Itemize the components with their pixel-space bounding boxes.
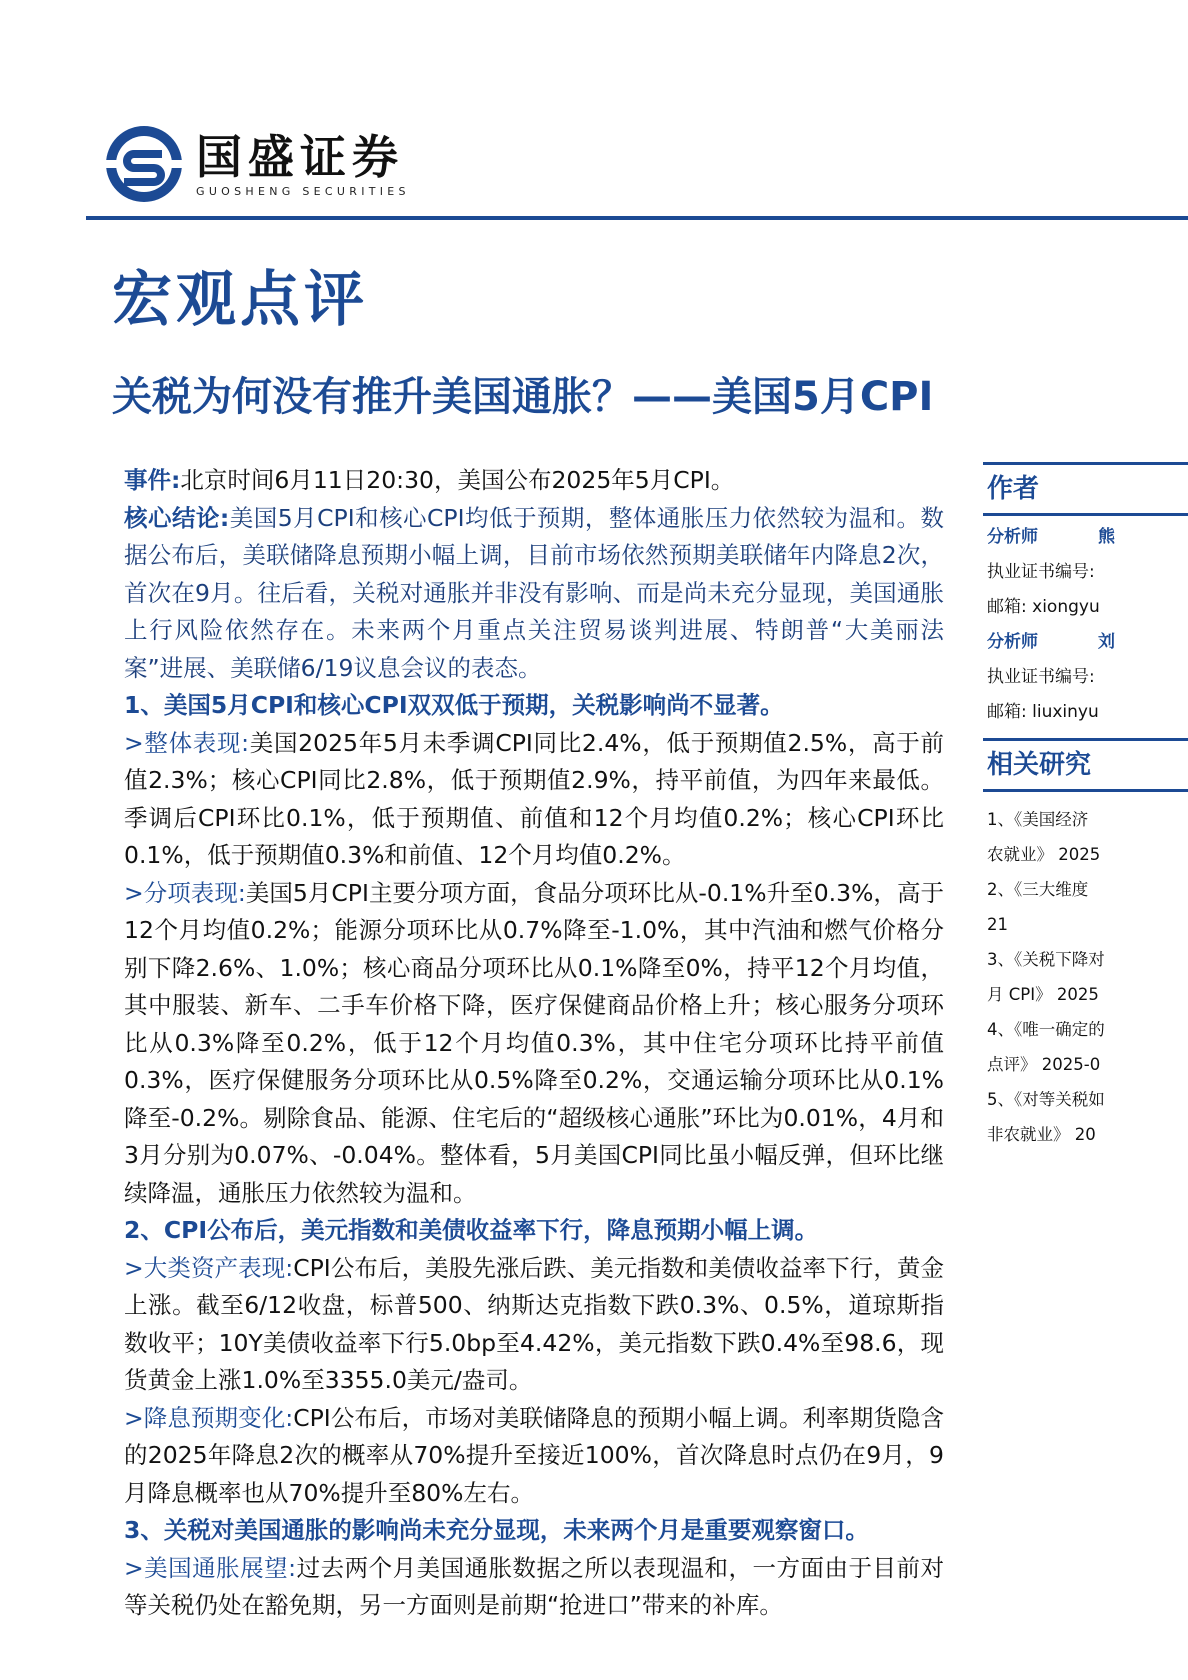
paragraph-label: >大类资产表现: [124, 1253, 294, 1282]
email-label: 邮箱: [987, 597, 1027, 617]
email-row [983, 695, 1188, 730]
document-type: 宏观点评 [112, 265, 368, 335]
analyst-role: 分析师 [987, 527, 1038, 547]
related-research-heading: 相关研究 [983, 738, 1188, 792]
email-link[interactable]: xiongyu [1032, 597, 1100, 617]
related-item-line: 月 CPI》 2025 [987, 985, 1099, 1004]
document-title: 关税为何没有推升美国通胀？——美国5月CPI [112, 374, 934, 420]
logo-english-name: GUOSHENG SECURITIES [196, 184, 410, 198]
related-item[interactable] [983, 1082, 1188, 1152]
related-item-line: 非农就业》 20 [987, 1125, 1096, 1144]
email-link[interactable]: liuxinyu [1032, 702, 1099, 722]
related-item-line: 农就业》 2025 [987, 845, 1101, 864]
analyst-row [983, 520, 1188, 555]
header-divider [86, 216, 1188, 220]
analyst-name: 熊 [1098, 527, 1115, 547]
related-item-line: 3、《关税下降对 [987, 950, 1105, 969]
paragraph-text: 美国2025年5月未季调CPI同比2.4%，低于预期值2.5%，高于前值2.3%；核心CPI同比2.8%，低于预期值2.9%，持平前值，为四年来最低。季调后CPI环比0.1%，低于预期值、前值和12个月均值0.2%；核心CPI环比0.1%，低于预期值0.3%和前值、12个月均值0.2%。 [124, 728, 944, 869]
paragraph-text: CPI公布后，美股先涨后跌、美元指数和美债收益率下行，黄金上涨。截至6/12收盘，标普500、纳斯达克指数下跌0.3%、0.5%，道琼斯指数收平；10Y美债收益率下行5.0bp至4.42%，美元指数下跌0.4%至98.6，现货黄金上涨1.0%至3355.0美元/盎司。 [124, 1253, 944, 1394]
body-paragraph [124, 1250, 944, 1400]
related-item-line: 点评》 2025-0 [987, 1055, 1101, 1074]
paragraph-text: 过去两个月美国通胀数据之所以表现温和，一方面由于目前对等关税仍处在豁免期，另一方面则是前期“抢进口”带来的补库。 [124, 1553, 945, 1619]
paragraph-label: >美国通胀展望: [124, 1553, 297, 1582]
paragraph-text: 美国5月CPI主要分项方面，食品分项环比从-0.1%升至0.3%，高于12个月均值0.2%；能源分项环比从0.7%降至-1.0%，其中汽油和燃气价格分别下降2.6%、1.0%；核心商品分项环比从0.1%降至0%，持平12个月均值，其中服装、新车、二手车价格下降，医疗保健商品价格上升；核心服务分项环比从0.3%降至0.2%，低于12个月均值0.3%，其中住宅分项环比持平前值0.3%，医疗保健服务分项环比从0.5%降至0.2%，交通运输分项环比从0.1%降至-0.2%。剔除食品、能源、住宅后的“超级核心通胀”环比为0.01%，4月和3月分别为0.07%、-0.04%。整体看，5月美国CPI同比虽小幅反弹，但环比继续降温，通胀压力依然较为温和。 [124, 878, 944, 1207]
core-conclusion-paragraph [124, 500, 944, 688]
company-logo [104, 124, 410, 204]
author-heading: 作者 [983, 462, 1188, 516]
body-paragraph [124, 725, 944, 875]
guosheng-logo-icon [104, 124, 184, 204]
paragraph-text: CPI公布后，市场对美联储降息的预期小幅上调。利率期货隐含的2025年降息2次的概率从70%提升至接近100%，首次降息时点仍在9月，9月降息概率也从70%提升至80%左右。 [124, 1403, 944, 1507]
related-item[interactable] [983, 802, 1188, 872]
event-paragraph [124, 462, 944, 500]
body-paragraph [124, 1400, 944, 1513]
section-heading: 1、美国5月CPI和核心CPI双双低于预期，关税影响尚不显著。 [124, 691, 784, 719]
related-item-line: 1、《美国经济 [987, 810, 1089, 829]
analyst-role: 分析师 [987, 632, 1038, 652]
related-item-line: 5、《对等关税如 [987, 1090, 1105, 1109]
related-item-line: 21 [987, 915, 1008, 934]
body-paragraph [124, 875, 944, 1213]
body-paragraph [124, 1550, 944, 1625]
email-row [983, 590, 1188, 625]
logo-chinese-name: 国盛证券 [196, 129, 404, 184]
cert-number: 执业证书编号: [987, 562, 1095, 582]
related-item[interactable] [983, 942, 1188, 1012]
main-content [124, 462, 944, 1625]
section-heading: 3、关税对美国通胀的影响尚未充分显现，未来两个月是重要观察窗口。 [124, 1516, 869, 1544]
related-item-line: 4、《唯一确定的 [987, 1020, 1105, 1039]
paragraph-label: >整体表现: [124, 728, 250, 757]
paragraph-label: >降息预期变化: [124, 1403, 294, 1432]
related-item[interactable] [983, 1012, 1188, 1082]
sidebar [983, 462, 1188, 1152]
event-label: 事件: [124, 466, 181, 494]
analyst-row [983, 625, 1188, 660]
core-text: 美国5月CPI和核心CPI均低于预期，整体通胀压力依然较为温和。数据公布后，美联储降息预期小幅上调，目前市场依然预期美联储年内降息2次，首次在9月。往后看，关税对通胀并非没有影响、而是尚未充分显现，美国通胀上行风险依然存在。未来两个月重点关注贸易谈判进展、特朗普“大美丽法案”进展、美联储6/19议息会议的表态。 [124, 503, 944, 682]
core-label: 核心结论: [124, 503, 230, 532]
event-text: 北京时间6月11日20:30，美国公布2025年5月CPI。 [180, 466, 735, 494]
paragraph-label: >分项表现: [124, 878, 246, 907]
email-label: 邮箱: [987, 702, 1027, 722]
related-item[interactable] [983, 872, 1188, 942]
section-heading: 2、CPI公布后，美元指数和美债收益率下行，降息预期小幅上调。 [124, 1216, 819, 1244]
analyst-name: 刘 [1098, 632, 1115, 652]
related-item-line: 2、《三大维度 [987, 880, 1089, 899]
cert-number: 执业证书编号: [987, 667, 1095, 687]
